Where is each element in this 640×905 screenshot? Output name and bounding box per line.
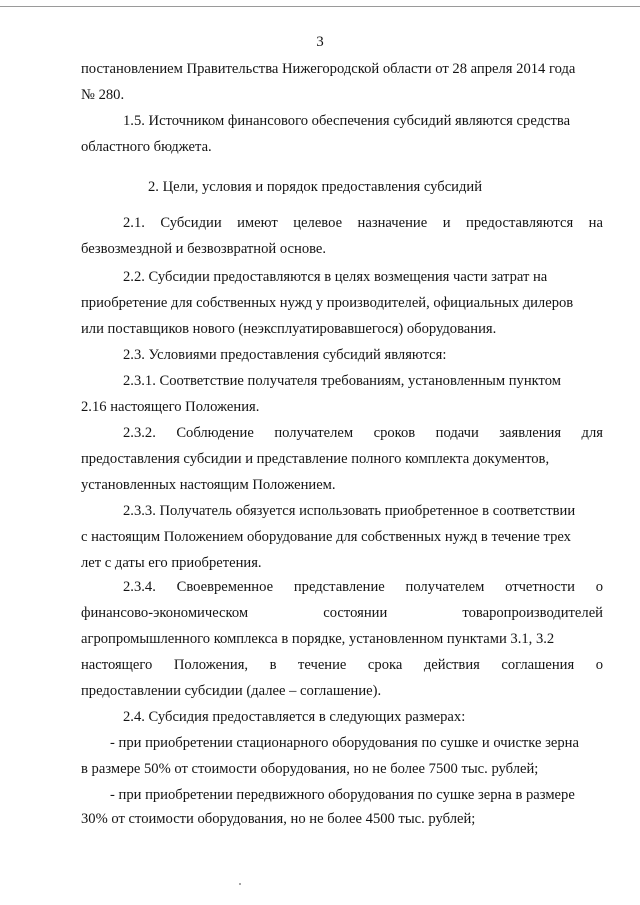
paragraph-2-3-4-line <box>81 606 603 621</box>
text-line: № 280. <box>81 87 125 103</box>
paragraph-2-2-line: приобретение для собственных нужд у производителей, официальных дилеров <box>81 295 574 311</box>
word: соглашения <box>501 657 575 673</box>
bullet-line: 30% от стоимости оборудования, но не более 4500 тыс. рублей; <box>81 811 476 827</box>
word: 2.3.4. <box>123 579 156 595</box>
word: отчетности <box>505 579 575 595</box>
paragraph-2-3-2-line: предоставления субсидии и представление полного комплекта документов, <box>81 451 550 467</box>
paragraph-2-3-2-line <box>123 426 603 441</box>
paragraph-2-3-3-line: лет с даты его приобретения. <box>81 555 262 571</box>
word: в <box>269 657 277 673</box>
word: получателем <box>274 425 354 441</box>
paragraph-2-3-line: 2.3. Условиями предоставления субсидий являются: <box>123 347 447 363</box>
word: Положения, <box>173 657 249 673</box>
word: и <box>442 215 451 231</box>
word: Соблюдение <box>176 425 254 441</box>
paragraph-2-3-1-line: 2.16 настоящего Положения. <box>81 399 260 415</box>
paragraph-2-1-line <box>123 216 603 231</box>
word: назначение <box>357 215 428 231</box>
word: на <box>588 215 603 231</box>
word: предоставляются <box>466 215 574 231</box>
word: Субсидии <box>160 215 222 231</box>
word: подачи <box>435 425 479 441</box>
paragraph-2-4-line: 2.4. Субсидия предоставляется в следующих размерах: <box>123 709 466 725</box>
word: 2.1. <box>123 215 145 231</box>
word: течение <box>298 657 347 673</box>
word: для <box>581 425 603 441</box>
word: о <box>595 579 603 595</box>
word: финансово-экономическом <box>81 605 249 621</box>
paragraph-2-3-3-line: с настоящим Положением оборудование для собственных нужд в течение трех <box>81 529 571 545</box>
word: целевое <box>293 215 343 231</box>
bullet-line: в размере 50% от стоимости оборудования, но не более 7500 тыс. рублей; <box>81 761 539 777</box>
paragraph-2-2-line: 2.2. Субсидии предоставляются в целях возмещения части затрат на <box>123 269 548 285</box>
paragraph-2-3-4-line: предоставлении субсидии (далее – соглашение). <box>81 683 382 699</box>
text-line: постановлением Правительства Нижегородской области от 28 апреля 2014 года <box>81 61 576 77</box>
paragraph-2-3-3-line: 2.3.3. Получатель обязуется использовать приобретенное в соответствии <box>123 503 576 519</box>
paragraph-2-3-1-line: 2.3.1. Соответствие получателя требованиям, установленным пунктом <box>123 373 561 389</box>
section-title: 2. Цели, условия и порядок предоставления субсидий <box>148 179 483 195</box>
word: действия <box>423 657 480 673</box>
word: Своевременное <box>176 579 274 595</box>
page-number: 3 <box>316 34 324 50</box>
paragraph-2-3-2-line: установленных настоящим Положением. <box>81 477 336 493</box>
paragraph-2-3-4-line <box>123 580 603 595</box>
scan-edge-line <box>0 6 640 7</box>
word: имеют <box>237 215 278 231</box>
scan-speck <box>239 883 241 885</box>
paragraph-1-5-line: областного бюджета. <box>81 139 212 155</box>
paragraph-1-5-line: 1.5. Источником финансового обеспечения субсидий являются средства <box>123 113 571 129</box>
paragraph-2-3-4-line <box>81 658 603 673</box>
bullet-line: - при приобретении передвижного оборудования по сушке зерна в размере <box>110 787 575 803</box>
paragraph-2-2-line: или поставщиков нового (неэксплуатировавшегося) оборудования. <box>81 321 497 337</box>
word: 2.3.2. <box>123 425 156 441</box>
word: представление <box>293 579 385 595</box>
paragraph-2-3-4-line: агропромышленного комплекса в порядке, установленном пунктами 3.1, 3.2 <box>81 631 555 647</box>
paragraph-2-1-line: безвозмездной и безвозвратной основе. <box>81 241 327 257</box>
bullet-line: - при приобретении стационарного оборудования по сушке и очистке зерна <box>110 735 579 751</box>
word: срока <box>367 657 403 673</box>
word: товаропроизводителей <box>462 605 603 621</box>
word: состоянии <box>323 605 388 621</box>
word: сроков <box>373 425 416 441</box>
word: получателем <box>405 579 485 595</box>
word: заявления <box>499 425 562 441</box>
word: о <box>595 657 603 673</box>
word: настоящего <box>81 657 153 673</box>
